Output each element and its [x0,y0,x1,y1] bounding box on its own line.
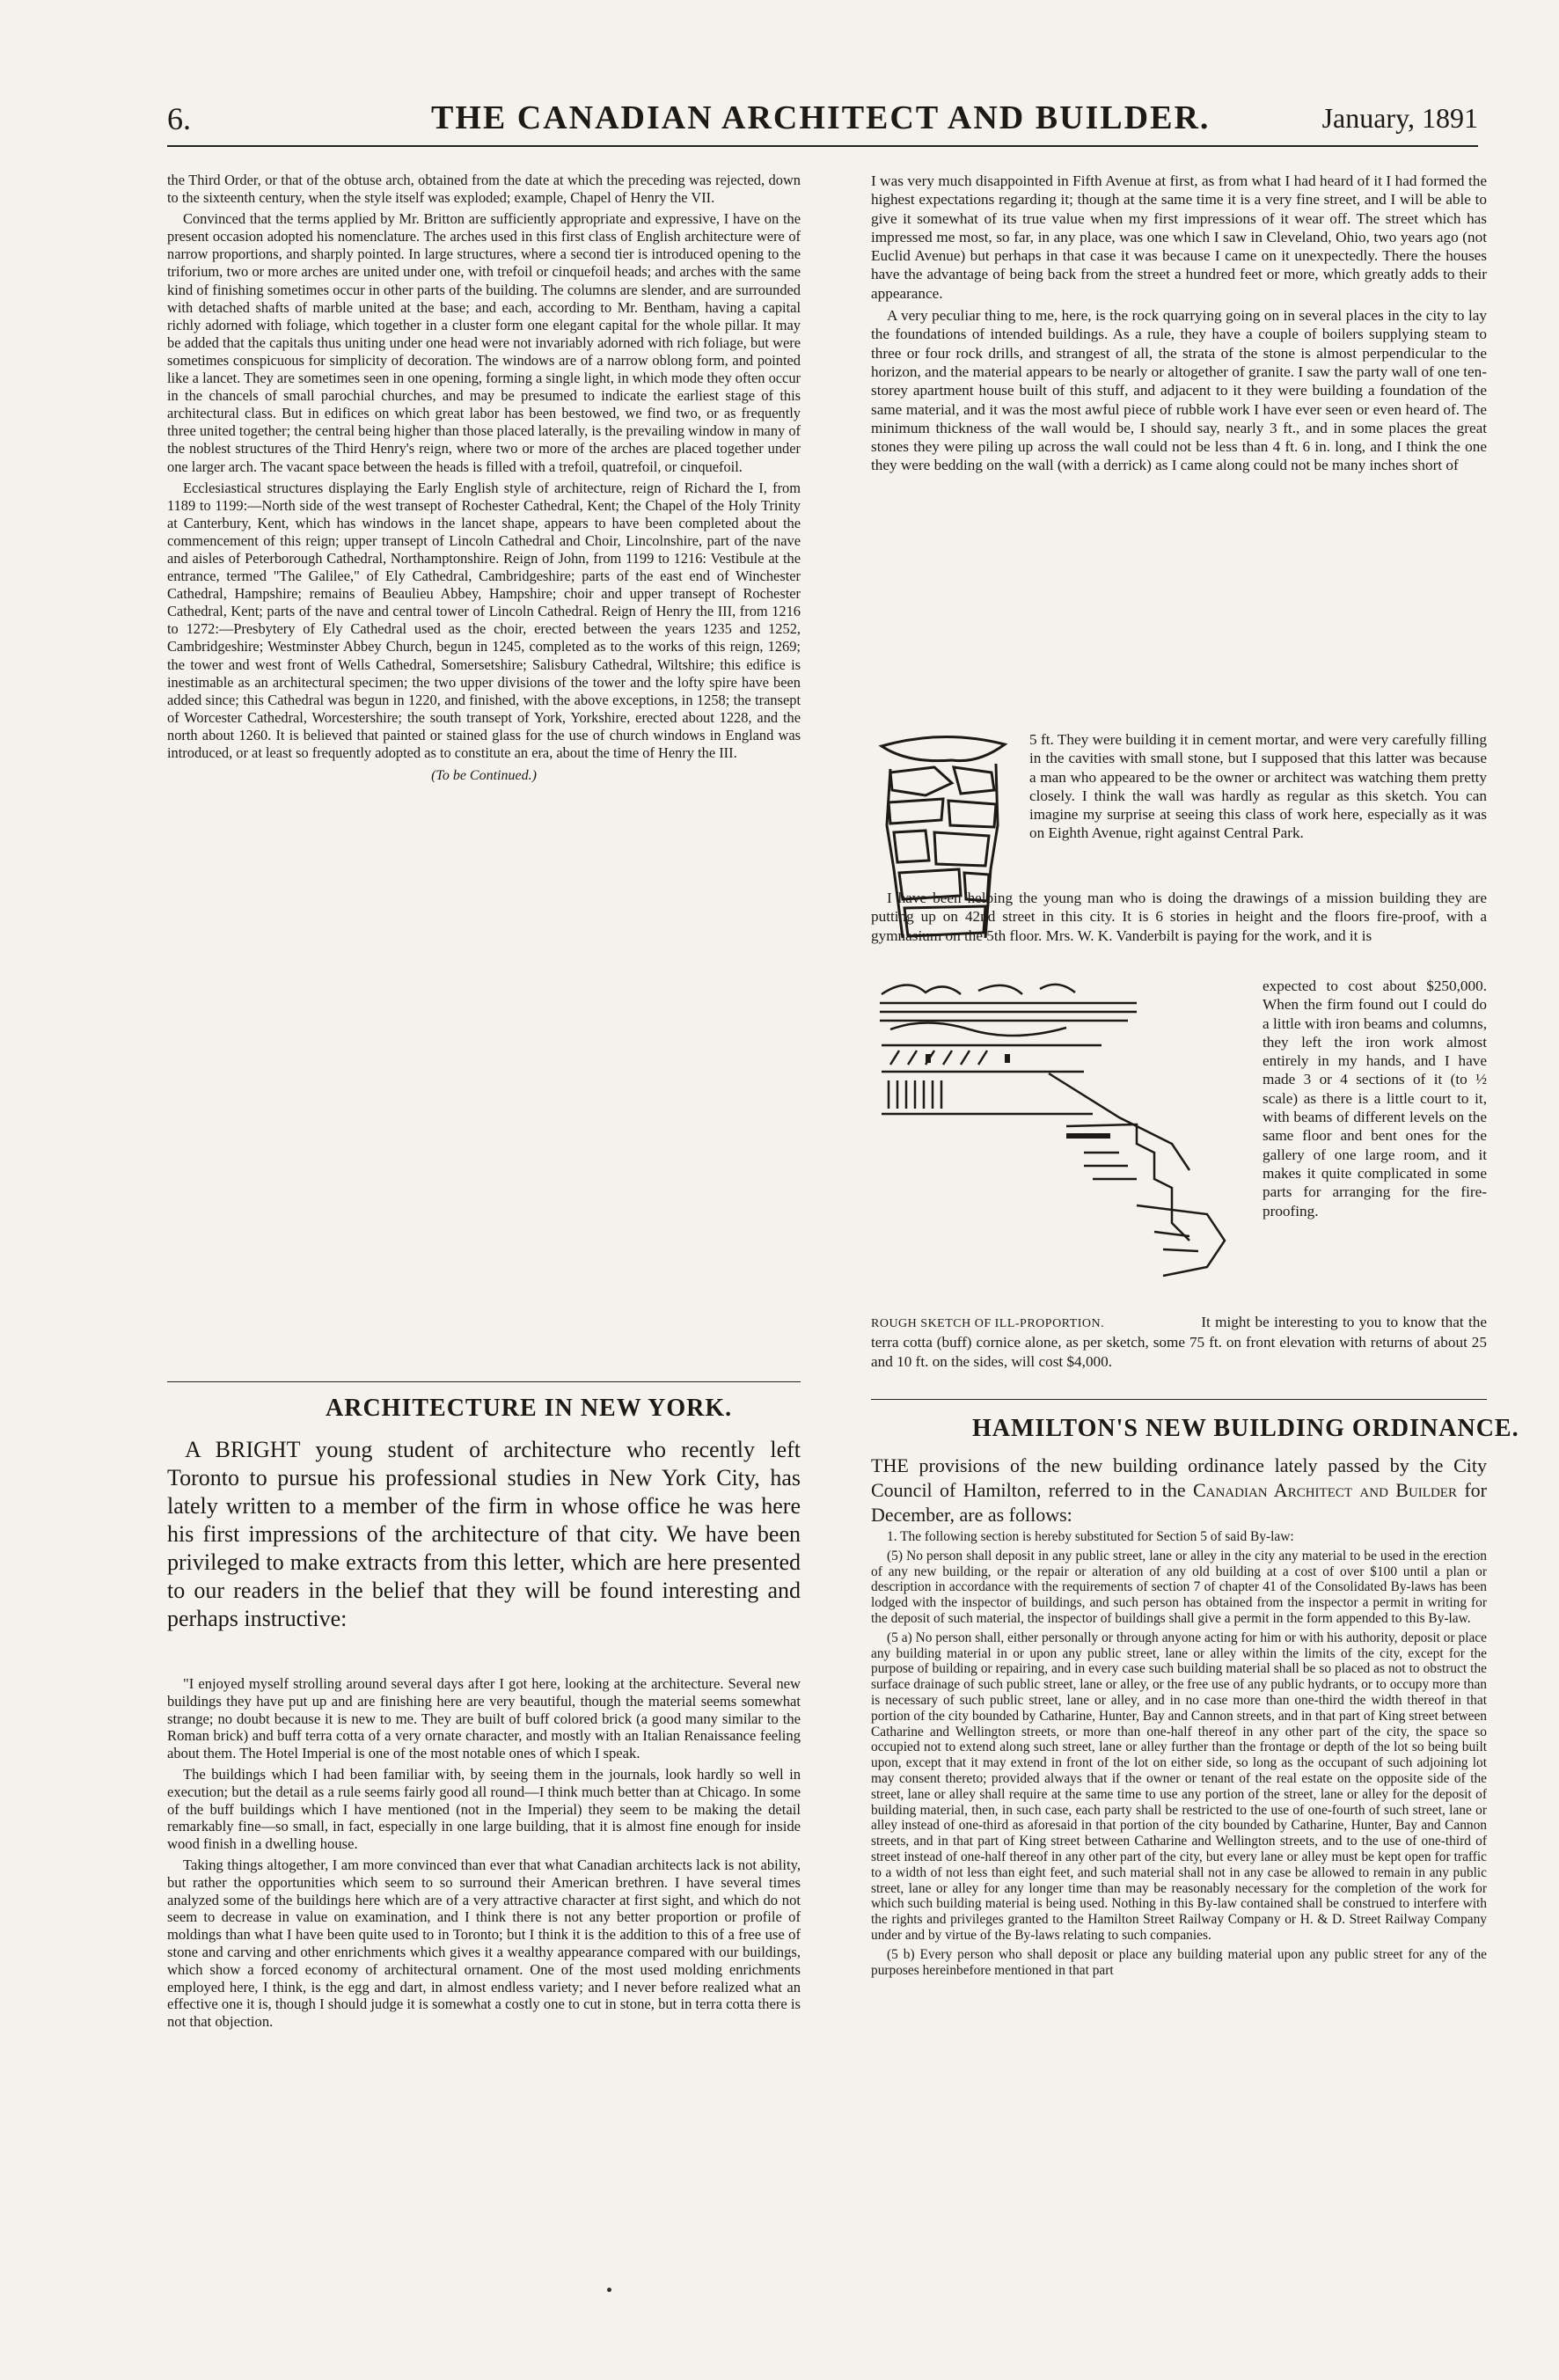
lead-paragraph: A BRIGHT young student of architecture who recently left Toronto to pursue his professional studies in New York City, has lately written to a member of the firm in whose office he was here his first impressions of the architecture of that city. We have been privileged to make extracts from this letter, which are here presented to our readers in the belief that they will be found interesting and perhaps instructive: [167,1437,801,1631]
mission-paragraph: I have been helping the young man who is doing the drawings of a mission building they are putting up on 42nd street in this city. It is 6 stories in height and the floors fire-proof, with a gymnasium on the 5th floor. Mrs. W. K. Vanderbilt is paying for the work, and it is [871,890,1487,944]
letter-paragraph: The buildings which I had been familiar with, by seeing them in the journals, look hardly so well in execution; but the detail as a rule seems fairly good all round—I think much better than at Chicago. In some of the buff buildings which I have mentioned (not in the Imperial) they seem to be making the detail remarkably fine—so small, in fact, especially in one large building, that it is almost fine enough for inside wood finish in a dwelling house. [167,1765,801,1853]
wall-wrap-text: 5 ft. They were building it in cement mortar, and were very carefully filling in the cavities with small stone, but I supposed that this latter was because a man who appeared to be the owner or architect was watching them pretty closely. I think the wall was hardly as regular as this sketch. You can imagine my surprise at seeing this class of work here, especially as it was on Eighth Avenue, right against Central Park. [1029,731,1487,842]
page-header [167,99,1478,141]
masthead-title: THE CANADIAN ARCHITECT AND BUILDER. [431,99,1211,136]
page-number: 6. [167,101,191,136]
section-divider [167,1381,801,1382]
letter-continued [871,172,1487,479]
hamilton-heading: HAMILTON'S NEW BUILDING ORDINANCE. [972,1415,1519,1442]
hamilton-lead-end: for December, are as follows: [871,1479,1487,1526]
page-mark [607,2288,611,2292]
letter-paragraph: Taking things altogether, I am more convinced than ever that what Canadian architects lack is not ability, but rather the opportunities which seem to so surround their American brethren. I have several times analyzed some of the buildings here which are of a very attractive character at first sight, and which do not seem to decrease in value on examination, and I think there is not any better proportion or profile of moldings than what I have been quite used to in Toronto; but I think it is the addition to this of a free use of stone and carving and other enrichments which gives it a wealthy appearance compared with our buildings, which show a forced economy of architectural ornament. One of the most used molding enrichments employed here, I think, is the egg and dart, in almost endless variety; and I never before realized what an effective one it is, though I should judge it is somewhat a costly one to cut in stone, but in terra cotta there is not that objection. [167,1856,801,2031]
journal-name: Canadian Architect and Builder [1192,1479,1457,1501]
letter-paragraph: "I enjoyed myself strolling around several days after I got here, looking at the architecture. Several new buildings they have put up and are finishing here are very beautiful, though the material seems somewhat strange; no doubt because it is new to me. They are built of buff colored brick (a good many similar to the Roman brick) and buff terra cotta of a very ornate character, and mostly with an Italian Renaissance feeling about them. The Hotel Imperial is one of the most notable ones of which I speak. [167,1675,801,1762]
early-english-article [167,172,801,785]
hamilton-lead-text: THE provisions of the new building ordinance lately passed by the City Council of Hamilton, referred to in the [871,1454,1487,1501]
ordinance-clauses [871,1529,1487,1981]
header-rule [167,145,1478,147]
cornice-wrap-text: expected to cost about $250,000. When the firm found out I could do a little with iron beams and columns, they left the iron work almost entirely in my hands, and I have made 3 or 4 sections of it (to ½ scale) as there is a little court to it, with beams of different levels on the same floor and bent ones for the gallery of one large room, and it makes it quite complicated in some parts for arranging for the fire-proofing. [1263,978,1487,1219]
article-paragraph: the Third Order, or that of the obtuse arch, obtained from the date at which the preceding was rejected, down to the sixteenth century, when the style itself was exploded; example, Chapel of Henry the VII. [167,172,801,207]
sketch-caption: ROUGH SKETCH OF ILL-PROPORTION. [871,1317,1105,1330]
article-paragraph: Ecclesiastical structures displaying the Early English style of architecture, reign of Richard the I, from 1189 to 1199:—North side of the west transept of Rochester Cathedral, Kent; the Chapel of the Holy Trinity at Canterbury, Kent, which has windows in the lancet shape, appears to have been completed about the commencement of this reign; upper transept of Lincoln Cathedral and Choir, Lincolnshire, part of the nave and aisles of Peterborough Cathedral, Northamptonshire. Reign of John, from 1199 to 1216: Vestibule at the entrance, termed "The Galilee," of Ely Cathedral, Cambridgeshire; parts of the east end of Winchester Cathedral, Hampshire; remains of Beaulieu Abbey, Hampshire; choir and upper transept of Rochester Cathedral, Kent; parts of the nave and central tower of Lincoln Cathedral. Reign of Henry the III, from 1216 to 1272:—Presbytery of Ely Cathedral used as the choir, erected between the years 1235 and 1252, Cambridgeshire; Westminster Abbey Church, begun in 1245, completed as to the works of this reign, 1269; the tower and west front of Wells Cathedral, Somersetshire; Salisbury Cathedral, Wiltshire; this edifice is inestimable as an architectural specimen; the two upper divisions of the tower and the lofty spire have been added since; this Cathedral was begun in 1220, and finished, with the above exceptions, in 1258; the transept of Worcester Cathedral, Worcestershire; the south transept of York, Yorkshire, erected about 1228, and the north about 1260. It is believed that painted or stained glass for the use of church windows in England was introduced, or at least so frequently adopted as to constitute an era, about the time of Henry the III. [167,479,801,761]
ordinance-clause: (5 a) No person shall, either personally or through anyone acting for him or with his authority, deposit or place any building material in or upon any public street, lane or alley within the limits of the city, except for the purpose of building or repairing, and in every case such building material shall be so placed as not to obstruct the surface drainage of such public street, lane or alley, or the free use of any public hydrants, or to occupy more than is necessary of such public street, lane or alley, and in no case more than one-third the width thereof in that portion of the city bounded by Catharine, Hunter, Bay and Cannon streets, and in that part of King street between Catharine and Wellington streets, or more than one-half thereof in any other part of the city, the space so occupied not to extend along such street, lane or alley further than the frontage or depth of the lot so being built upon, except that it may extend in front of the lot on either side, so long as the occupant of such adjoining lot may consent thereto; provided always that if the owner or tenant of the real estate on the opposite side of the street, lane or alley shall require at the same time to use any portion of the street, lane or alley for the deposit of building material, then, in such case, each party shall be restricted to the use of one-fourth of such street, lane or alley instead of one-third as aforesaid in that portion of the city bounded by Catharine, Hunter, Bay and Cannon streets, and in that part of King street between Catharine and Wellington streets, and to the use of one-third of street instead of one-half thereof in any other part of the city, but every lane or alley must be kept open for traffic to a width of not less than eight feet, and such material shall not in any case be allowed to remain in any public street, lane or alley for any longer time than may be reasonably necessary for the completion of the work for which such building material is being used. Nothing in this By-law contained shall be construed to interfere with the rights and privileges granted to the Hamilton Street Railway Company or H. & D. Street Railway Company under and by virtue of the By-laws relating to such companies. [871,1629,1487,1943]
to-be-continued: (To be Continued.) [431,768,537,784]
hamilton-lead [871,1454,1487,1531]
letter-extract [167,1675,801,2034]
issue-date: January, 1891 [1321,102,1478,134]
architecture-ny-heading: ARCHITECTURE IN NEW YORK. [326,1395,733,1422]
ordinance-clause: (5 b) Every person who shall deposit or place any building material upon any public street for any of the purposes hereinbefore mentioned in that part [871,1946,1487,1978]
section-divider [871,1399,1487,1400]
ordinance-clause: (5) No person shall deposit in any public street, lane or alley in the city any material to be used in the erection of any new building, or the repair or alteration of any old building at a cost of over $100 until a plan or description in accordance with the requirements of section 7 of chapter 41 of the Consolidated By-laws has been lodged with the inspector of buildings, and such person has obtained from the inspector a permit in writing for the deposit of such material, the inspector of buildings shall give a permit in the form appended to this By-law. [871,1548,1487,1626]
article-paragraph: Convinced that the terms applied by Mr. Britton are sufficiently appropriate and expressive, I have on the present occasion adopted his nomenclature. The arches used in this first class of English architecture were of narrow proportions, and sharply pointed. In large structures, where a second tier is introduced opening to the triforium, two or more arches are united under one, with trefoil or cinquefoil heads; and arches with the same kind of finishing sometimes occur in other parts of the building. The columns are slender, and are surrounded with detached shafts of marble united at the base; and each, according to Mr. Bentham, having a capital richly adorned with foliage, which together in a cluster form one elegant capital for the whole pillar. It may be added that the capitals thus uniting under one head were not invariably adorned with rich foliage, but were sometimes conspicuous for simplicity of decoration. The windows are of a narrow oblong form, and pointed like a lancet. They are sometimes seen in one opening, forming a single light, in which mode they often occur in the chancels of small parochial churches, and may be presumed to indicate the earliest stage of this architectural class. But in edifices on which great labor has been bestowed, we find two, or as frequently three united together; the central being higher than those placed laterally, is the prevailing window in many of the noblest structures of the Third Henry's reign, where two or more of the arches are placed together under one larger arch. The vacant space between the heads is filled with a trefoil, quatrefoil, or cinquefoil. [167,210,801,475]
ordinance-clause: 1. The following section is hereby substituted for Section 5 of said By-law: [887,1529,1294,1544]
cornice-sketch [873,977,1251,1302]
architecture-ny-lead [167,1436,801,1637]
cornice-cost-paragraph: It might be interesting to you to know that the terra cotta (buff) cornice alone, as per sketch, some 75 ft. on front elevation with returns of about 25 and 10 ft. on the sides, will cost $4,000. [871,1314,1487,1370]
letter-paragraph: A very peculiar thing to me, here, is the rock quarrying going on in several places in the city to lay the foundations of intended buildings. As a rule, they have a couple of boilers supplying steam to three or four rock drills, and strangest of all, the strata of the stone is almost perpendicular to the horizon, and the material appears to be nearly or altogether of granite. I saw the party wall of one ten-storey apartment house built of this stuff, and adjacent to it they were building a foundation of the same material, and it was the most awful piece of rubble work I have ever seen or even heard of. The minimum thickness of the wall would be, I should say, nearly 3 ft., and in some places the great stones they were piling up across the wall could not be less than 4 ft. 6 in. long, and I think the one they were bedding on the wall (with a derrick) as I came along could not be many inches short of [871,307,1487,474]
after-sketch-block [871,1313,1487,1371]
letter-paragraph: I was very much disappointed in Fifth Avenue at first, as from what I had heard of it I had formed the highest expectations regarding it; though at the same time it is a very fine street, and I will be able to give it somewhat of its true value when my first impressions of it wear off. The street which has impressed me most, so far, in any place, was one which I saw in Cleveland, Ohio, two years ago (not Euclid Avenue) but perhaps in that case it was because I came on it unexpectedly. There the houses have the advantage of being back from the street a hundred feet or more, which greatly adds to their appearance. [871,172,1487,302]
